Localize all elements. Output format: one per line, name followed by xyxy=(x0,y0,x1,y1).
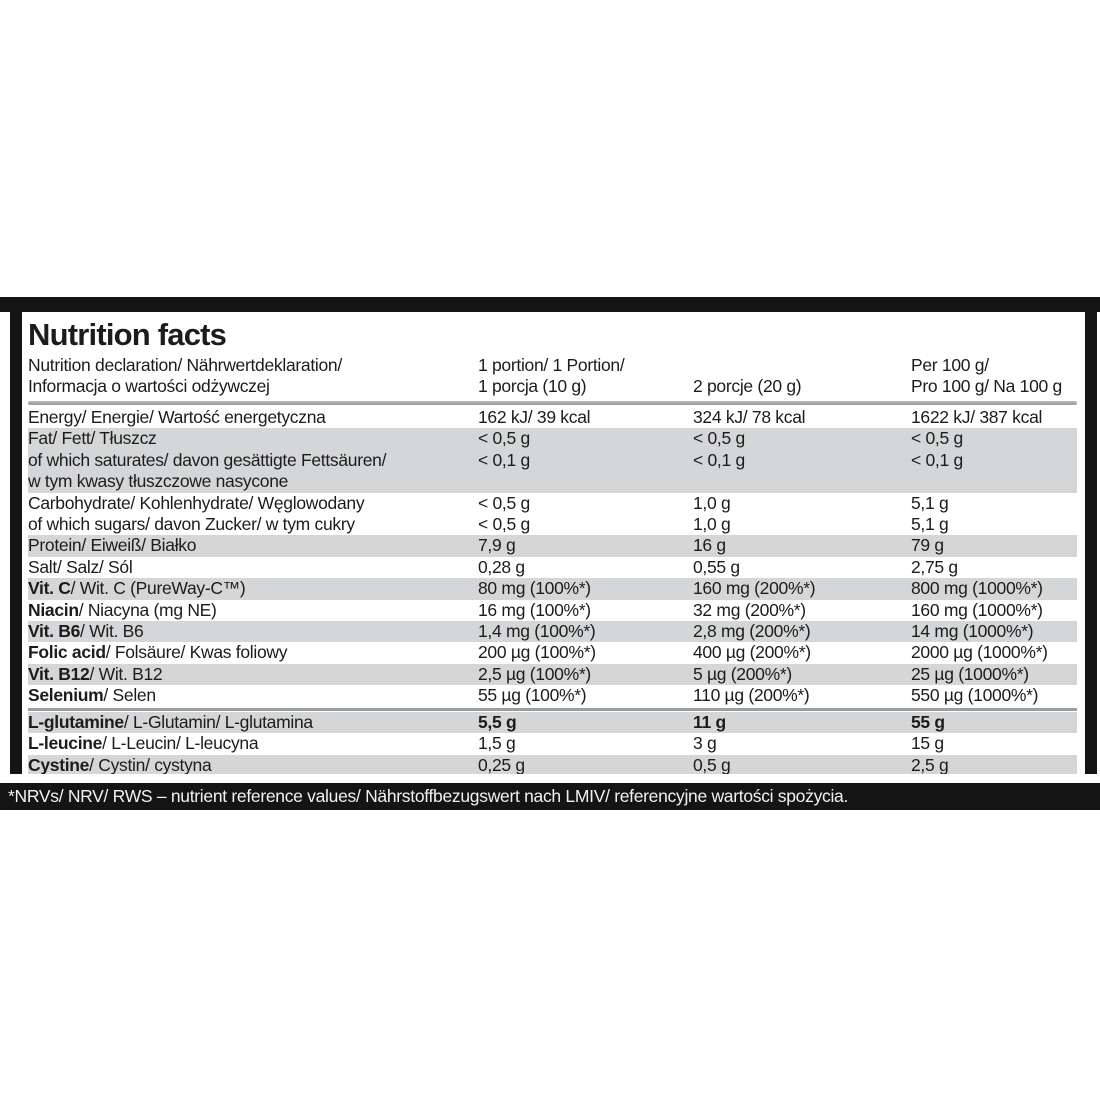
row-label-second-line: w tym kwasy tłuszczowe nasycone xyxy=(28,471,289,492)
footnote-text: *NRVs/ NRV/ RWS – nutrient reference values/ Nährstoffbezugswert nach LMIV/ referencyjne wartości spożycia. xyxy=(8,786,849,806)
table-row xyxy=(28,535,1077,556)
header-col-2-portions xyxy=(693,355,911,397)
row-value-1-portion: < 0,1 g xyxy=(478,449,530,470)
row-value-1-portion: 16 mg (100%*) xyxy=(478,599,591,620)
row-label-translations: / L-Glutamin/ L-glutamina xyxy=(123,711,313,732)
row-value-2-portions: 110 µg (200%*) xyxy=(693,685,810,706)
row-value-1-portion: 2,5 µg (100%*) xyxy=(478,663,591,684)
table-row xyxy=(28,712,1077,733)
row-value-1-portion: 1,5 g xyxy=(478,733,516,754)
header-per100-line2: Pro 100 g/ Na 100 g xyxy=(911,376,1062,396)
row-value-2-portions: 0,55 g xyxy=(693,556,740,577)
header-portion2-spacer xyxy=(693,355,911,376)
row-value-per-100g: 79 g xyxy=(911,535,944,556)
row-label xyxy=(28,493,478,514)
row-label-translations: / Wit. B6 xyxy=(80,621,144,642)
top-black-bar xyxy=(0,297,1100,312)
row-value-per-100g: 14 mg (1000%*) xyxy=(911,621,1034,642)
row-label-name: L-glutamine xyxy=(28,711,124,732)
row-value-per-100g: 2,5 g xyxy=(911,754,949,774)
row-label-translations: Energy/ Energie/ Wartość energetyczna xyxy=(28,407,326,427)
section-separator-line xyxy=(28,708,1077,711)
row-label-translations: Fat/ Fett/ Tłuszcz xyxy=(28,428,157,449)
table-row xyxy=(28,493,1077,514)
row-value-per-100g: 800 mg (1000%*) xyxy=(911,578,1043,599)
table-row xyxy=(28,685,1077,706)
row-label xyxy=(28,535,478,556)
header-declaration-line1: Nutrition declaration/ Nährwertdeklaration/ xyxy=(28,355,342,375)
row-label-translations: / Wit. C (PureWay-C™) xyxy=(70,578,246,599)
row-label-name: Vit. B6 xyxy=(28,621,81,642)
row-value-1-portion: 1,4 mg (100%*) xyxy=(478,621,596,642)
row-label xyxy=(28,755,478,775)
row-value-per-100g: 15 g xyxy=(911,733,944,754)
panel-title: Nutrition facts xyxy=(28,317,227,352)
row-value-1-portion: 55 µg (100%*) xyxy=(478,685,587,706)
footnote-bar xyxy=(0,783,1100,810)
row-value-1-portion: 5,5 g xyxy=(478,711,517,732)
table-row xyxy=(28,514,1077,535)
row-value-1-portion: 0,28 g xyxy=(478,556,525,577)
table-body xyxy=(28,407,1077,774)
row-value-2-portions: 0,5 g xyxy=(693,754,731,774)
table-row xyxy=(28,428,1077,449)
row-label-translations: / Cystin/ cystyna xyxy=(89,754,212,774)
row-value-per-100g: 2000 µg (1000%*) xyxy=(911,642,1048,663)
row-label-translations: / L-Leucin/ L-leucyna xyxy=(102,733,259,754)
table-row xyxy=(28,450,1077,493)
row-value-1-portion: 0,25 g xyxy=(478,754,525,774)
panel-content xyxy=(22,312,1085,774)
header-portion1-line1: 1 portion/ 1 Portion/ xyxy=(478,355,625,375)
row-label xyxy=(28,642,478,663)
table-row xyxy=(28,600,1077,621)
row-value-2-portions: 5 µg (200%*) xyxy=(693,663,792,684)
row-value-per-100g: 55 g xyxy=(911,711,945,732)
row-label xyxy=(28,557,478,578)
header-per100-line1: Per 100 g/ xyxy=(911,355,989,375)
table-row xyxy=(28,621,1077,642)
row-label xyxy=(28,514,478,535)
row-value-2-portions: 2,8 mg (200%*) xyxy=(693,621,811,642)
row-value-per-100g: 2,75 g xyxy=(911,556,958,577)
row-value-2-portions: 16 g xyxy=(693,535,726,556)
table-row xyxy=(28,733,1077,754)
row-label-name: Cystine xyxy=(28,754,90,774)
row-label-name: Vit. C xyxy=(28,578,71,599)
row-value-per-100g: 1622 kJ/ 387 kcal xyxy=(911,407,1043,427)
row-label-translations: Carbohydrate/ Kohlenhydrate/ Węglowodany xyxy=(28,492,365,513)
row-label xyxy=(28,600,478,621)
row-value-1-portion: < 0,5 g xyxy=(478,428,530,449)
row-value-2-portions: 11 g xyxy=(693,711,726,732)
header-col-1-portion xyxy=(478,355,693,397)
row-value-2-portions: 324 kJ/ 78 kcal xyxy=(693,407,806,427)
row-label-translations: / Niacyna (mg NE) xyxy=(78,599,217,620)
row-value-per-100g: 550 µg (1000%*) xyxy=(911,685,1039,706)
row-value-2-portions: 1,0 g xyxy=(693,514,731,535)
table-header xyxy=(28,355,1077,397)
row-value-2-portions: 32 mg (200%*) xyxy=(693,599,806,620)
row-value-2-portions: < 0,1 g xyxy=(693,449,745,470)
row-value-1-portion: < 0,5 g xyxy=(478,492,530,513)
row-label-translations: of which saturates/ davon gesättigte Fettsäuren/ xyxy=(28,449,387,470)
row-label-name: Selenium xyxy=(28,685,104,706)
row-value-1-portion: 7,9 g xyxy=(478,535,516,556)
row-label-translations: of which sugars/ davon Zucker/ w tym cukry xyxy=(28,514,355,535)
row-label-translations: Protein/ Eiweiß/ Białko xyxy=(28,535,197,556)
row-label-translations: / Wit. B12 xyxy=(89,663,163,684)
row-label-name: Vit. B12 xyxy=(28,663,90,684)
row-label xyxy=(28,712,478,733)
row-value-per-100g: 5,1 g xyxy=(911,492,949,513)
row-value-1-portion: 200 µg (100%*) xyxy=(478,642,596,663)
row-label xyxy=(28,578,478,599)
row-label xyxy=(28,733,478,754)
row-value-1-portion: < 0,5 g xyxy=(478,514,530,535)
row-value-per-100g: < 0,5 g xyxy=(911,428,963,449)
table-row xyxy=(28,557,1077,578)
row-label xyxy=(28,685,478,706)
row-label xyxy=(28,428,478,449)
row-label-name: L-leucine xyxy=(28,733,103,754)
row-value-2-portions: 400 µg (200%*) xyxy=(693,642,811,663)
row-value-2-portions: 160 mg (200%*) xyxy=(693,578,816,599)
header-portion1-line2: 1 porcja (10 g) xyxy=(478,376,587,396)
table-row xyxy=(28,755,1077,775)
row-label xyxy=(28,621,478,642)
row-label xyxy=(28,450,478,493)
header-declaration-line2: Informacja o wartości odżywczej xyxy=(28,376,270,396)
row-label xyxy=(28,664,478,685)
row-label xyxy=(28,407,478,428)
row-value-1-portion: 80 mg (100%*) xyxy=(478,578,591,599)
row-label-translations: / Folsäure/ Kwas foliowy xyxy=(105,642,288,663)
row-value-per-100g: 25 µg (1000%*) xyxy=(911,663,1029,684)
table-row xyxy=(28,664,1077,685)
row-label-translations: Salt/ Salz/ Sól xyxy=(28,556,133,577)
row-value-2-portions: 1,0 g xyxy=(693,492,731,513)
row-value-2-portions: < 0,5 g xyxy=(693,428,745,449)
header-portion2-line2: 2 porcje (20 g) xyxy=(693,376,802,396)
table-row xyxy=(28,578,1077,599)
nutrition-facts-panel xyxy=(10,312,1097,774)
row-value-per-100g: 5,1 g xyxy=(911,514,949,535)
row-value-1-portion: 162 kJ/ 39 kcal xyxy=(478,407,591,427)
row-value-per-100g: < 0,1 g xyxy=(911,449,963,470)
row-value-per-100g: 160 mg (1000%*) xyxy=(911,599,1043,620)
header-col-per-100g xyxy=(911,355,1077,397)
row-value-2-portions: 3 g xyxy=(693,733,717,754)
table-row xyxy=(28,407,1077,428)
header-declaration xyxy=(28,355,478,397)
row-label-name: Niacin xyxy=(28,599,79,620)
table-row xyxy=(28,642,1077,663)
row-label-name: Folic acid xyxy=(28,642,106,663)
header-separator-line xyxy=(28,401,1077,405)
row-label-translations: / Selen xyxy=(103,685,156,706)
